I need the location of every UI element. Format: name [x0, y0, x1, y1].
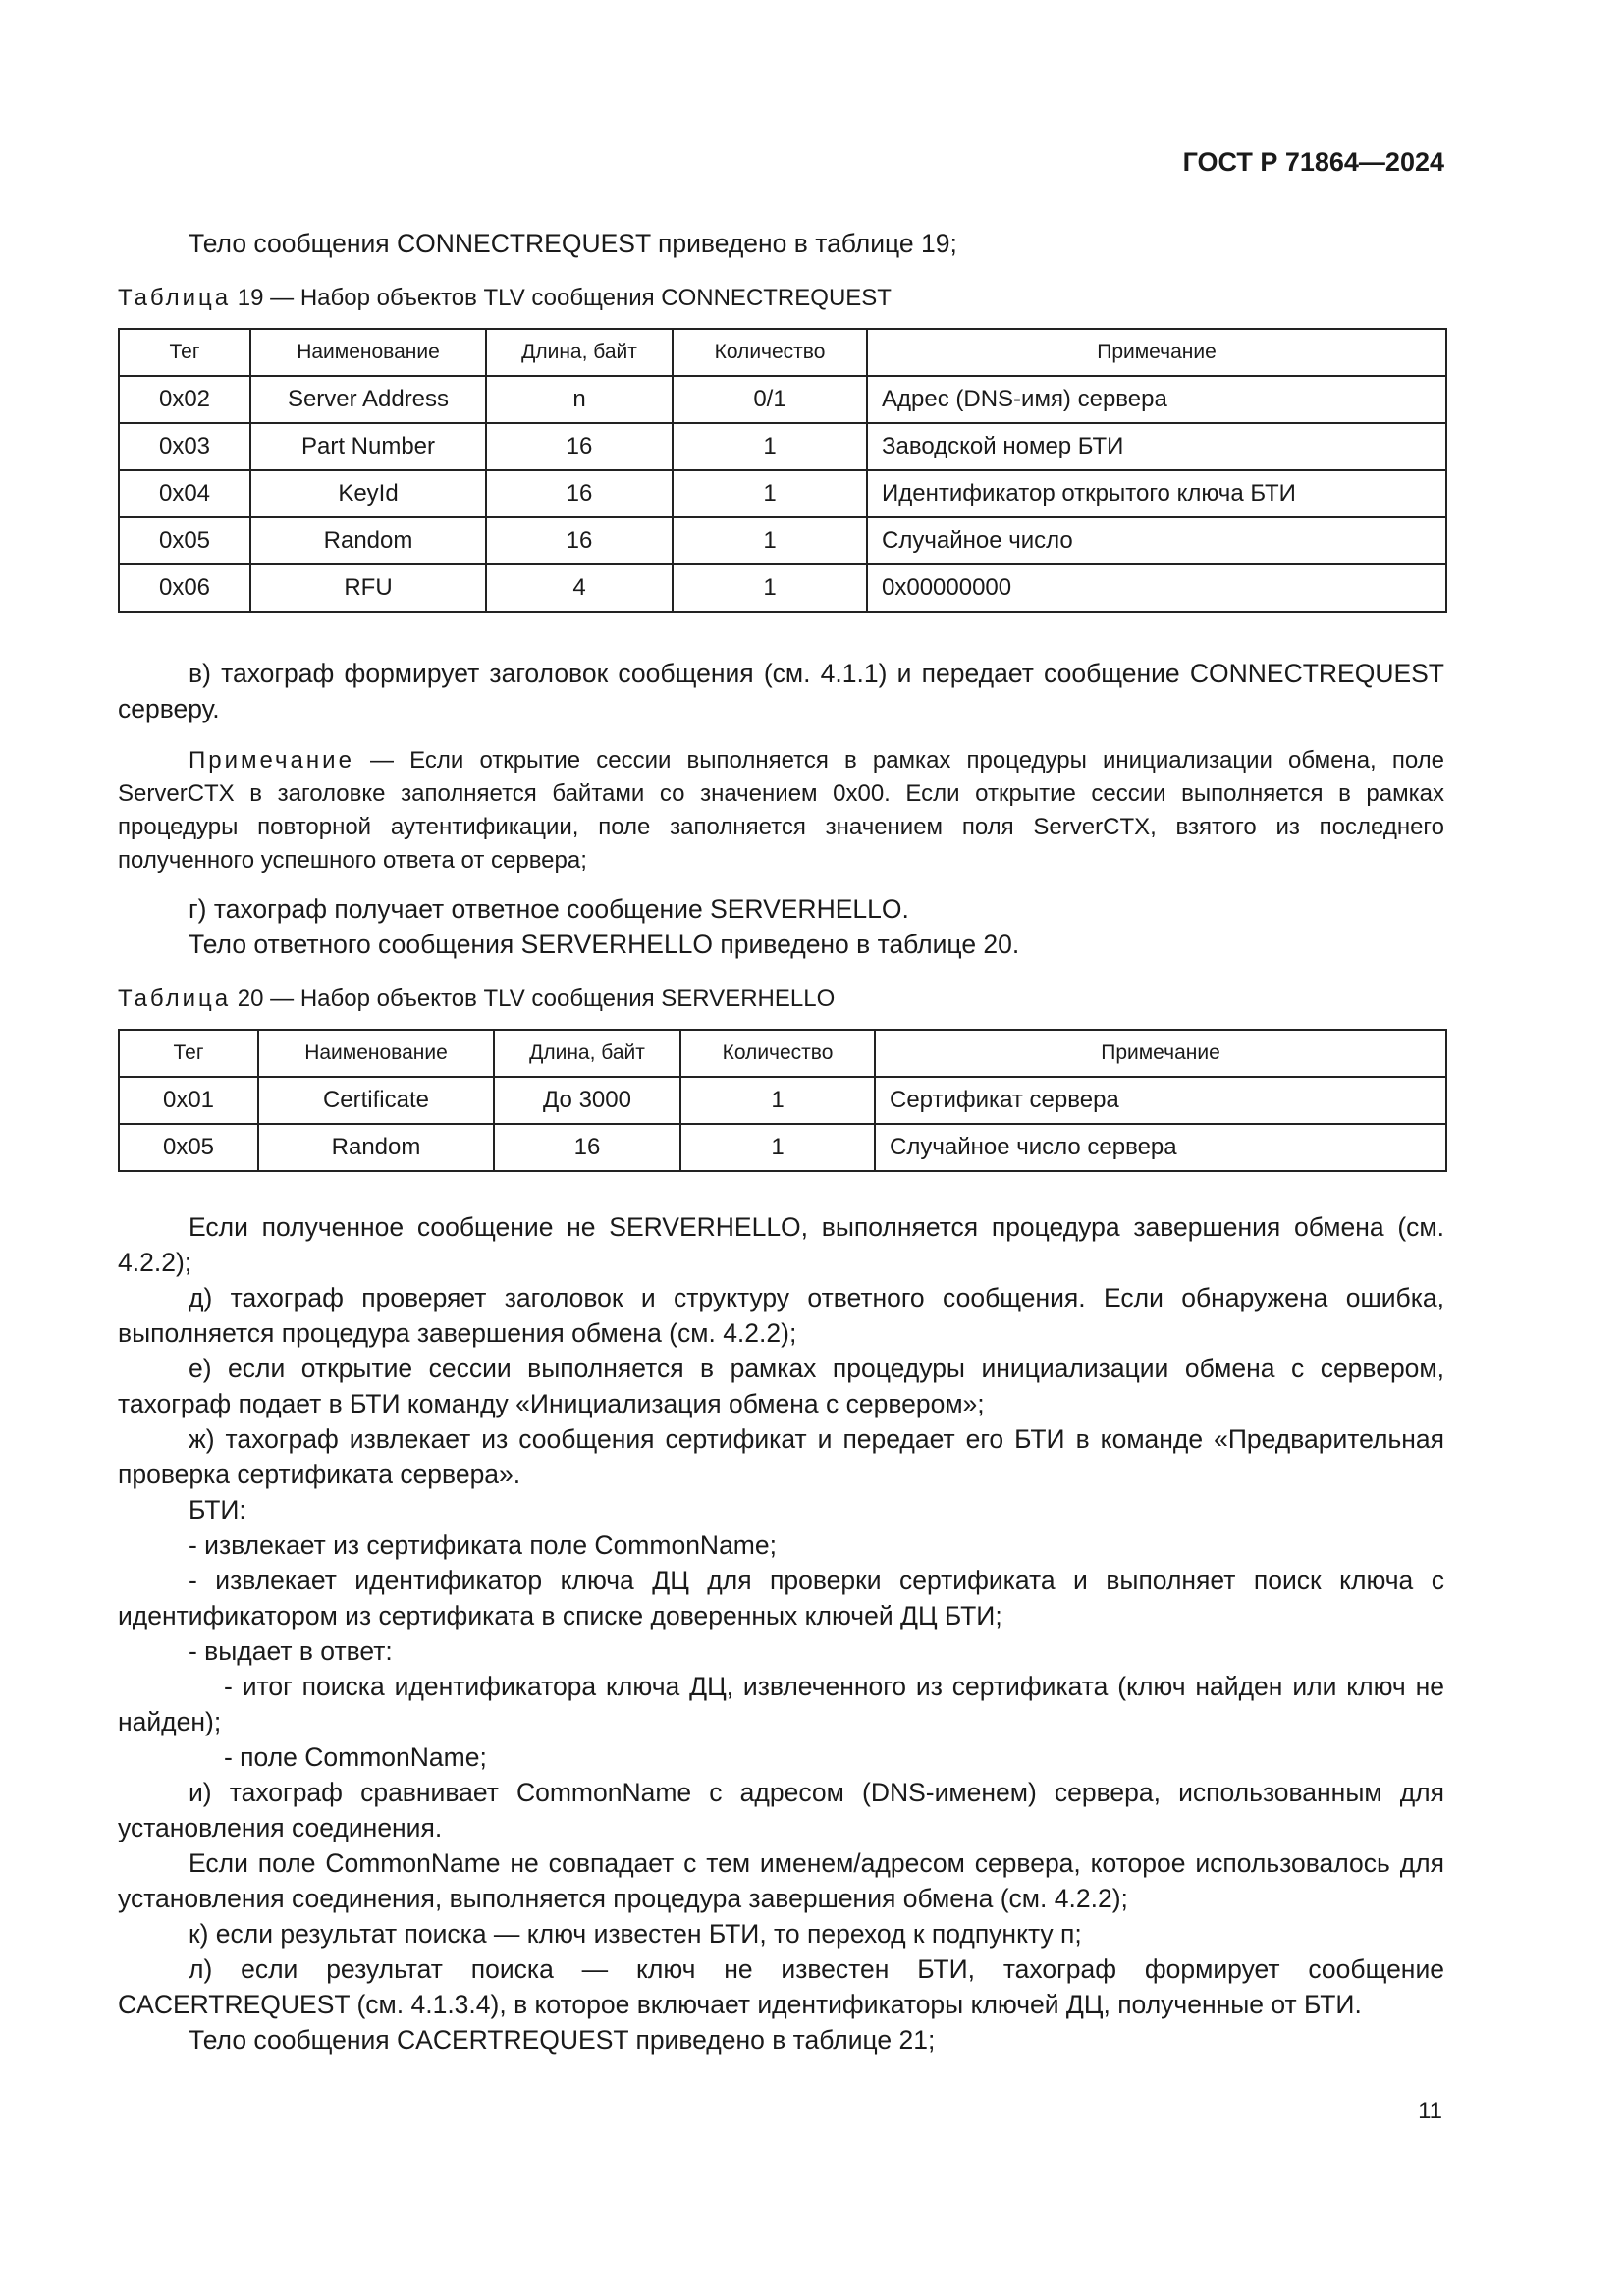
header-length: Длина, байт	[486, 329, 673, 376]
cell-note: Адрес (DNS-имя) сервера	[867, 376, 1446, 423]
paragraph: Если полученное сообщение не SERVERHELLO, выполняется процедура завершения обмена (см. 4.2.2);	[118, 1212, 1444, 1277]
intro-paragraph	[118, 226, 1444, 261]
cell-tag: 0x03	[119, 423, 250, 470]
note-label: Примечание	[189, 747, 354, 774]
table20-caption-word: Таблица	[118, 986, 232, 1012]
cell-name: Certificate	[258, 1077, 494, 1124]
cell-length: 16	[486, 470, 673, 517]
paragraph: Тело сообщения CACERTREQUEST приведено в таблице 21;	[189, 2025, 936, 2055]
table19-caption-word: Таблица	[118, 285, 232, 311]
list-item: - поле CommonName;	[224, 1742, 487, 1772]
cell-name: KeyId	[250, 470, 486, 517]
cell-count: 1	[680, 1124, 875, 1171]
table-row	[119, 564, 1446, 612]
table-20	[118, 1029, 1447, 1172]
cell-length: До 3000	[494, 1077, 680, 1124]
cell-note: Случайное число сервера	[875, 1124, 1446, 1171]
cell-name: Random	[258, 1124, 494, 1171]
table-row	[119, 470, 1446, 517]
para-g2: Тело ответного сообщения SERVERHELLO приведено в таблице 20.	[189, 930, 1020, 959]
header-name: Наименование	[258, 1030, 494, 1077]
paragraph: л) если результат поиска — ключ не известен БТИ, тахограф формирует сообщение CACERTREQUEST (см. 4.1.3.4), в которое включает идентификаторы ключей ДЦ, полученные от БТИ.	[118, 1954, 1444, 2019]
list-item: - выдает в ответ:	[189, 1636, 393, 1666]
table20-caption-text: 20 — Набор объектов TLV сообщения SERVERHELLO	[237, 986, 836, 1012]
cell-note: 0x00000000	[867, 564, 1446, 612]
cell-tag: 0x06	[119, 564, 250, 612]
table-header-row	[119, 329, 1446, 376]
table-row	[119, 423, 1446, 470]
list-item: - итог поиска идентификатора ключа ДЦ, извлеченного из сертификата (ключ найден или ключ не найден);	[118, 1672, 1444, 1736]
paragraph: е) если открытие сессии выполняется в рамках процедуры инициализации обмена с сервером, тахограф подает в БТИ команду «Инициализация обмена с сервером»;	[118, 1354, 1444, 1418]
cell-length: 16	[494, 1124, 680, 1171]
cell-length: 4	[486, 564, 673, 612]
paragraph: БТИ:	[189, 1495, 246, 1524]
para-g-block	[118, 891, 1444, 962]
table-row	[119, 1077, 1446, 1124]
paragraph: к) если результат поиска — ключ известен БТИ, то переход к подпункту п;	[189, 1919, 1082, 1949]
cell-name: Random	[250, 517, 486, 564]
table-row	[119, 1124, 1446, 1171]
cell-count: 1	[673, 470, 867, 517]
cell-name: Server Address	[250, 376, 486, 423]
header-length: Длина, байт	[494, 1030, 680, 1077]
para-v: в) тахограф формирует заголовок сообщения (см. 4.1.1) и передает сообщение CONNECTREQUEST серверу.	[118, 659, 1444, 723]
note-text: — Если открытие сессии выполняется в рамках процедуры инициализации обмена, поле ServerCTX в заголовке заполняется байтами со значением 0x00. Если открытие сессии выполняется в рамках процедуры повторной аутентификации, поле заполняется значением поля ServerCTX, взятого из последнего полученного успешного ответа от сервера;	[118, 747, 1444, 874]
cell-length: 16	[486, 423, 673, 470]
cell-note: Сертификат сервера	[875, 1077, 1446, 1124]
cell-note: Случайное число	[867, 517, 1446, 564]
header-tag: Тег	[119, 329, 250, 376]
cell-length: n	[486, 376, 673, 423]
table20-caption	[118, 986, 835, 1013]
cell-tag: 0x05	[119, 517, 250, 564]
cell-note: Заводской номер БТИ	[867, 423, 1446, 470]
paragraph: д) тахограф проверяет заголовок и структуру ответного сообщения. Если обнаружена ошибка, выполняется процедура завершения обмена (см. 4.2.2);	[118, 1283, 1444, 1348]
table-row	[119, 376, 1446, 423]
note-block	[118, 744, 1444, 878]
body-text	[118, 1209, 1444, 2057]
table-header-row	[119, 1030, 1446, 1077]
paragraph: и) тахограф сравнивает CommonName с адресом (DNS-именем) сервера, использованным для установления соединения.	[118, 1778, 1444, 1842]
cell-tag: 0x01	[119, 1077, 258, 1124]
table19-caption-text: 19 — Набор объектов TLV сообщения CONNECTREQUEST	[237, 285, 892, 311]
header-tag: Тег	[119, 1030, 258, 1077]
table-19	[118, 328, 1447, 613]
header-count: Количество	[680, 1030, 875, 1077]
page-number: 11	[1418, 2098, 1442, 2124]
table-row	[119, 517, 1446, 564]
cell-count: 1	[673, 517, 867, 564]
standard-header: ГОСТ Р 71864—2024	[1182, 147, 1444, 177]
header-note: Примечание	[867, 329, 1446, 376]
table19-caption	[118, 285, 892, 312]
intro-line: Тело сообщения CONNECTREQUEST приведено в таблице 19;	[189, 229, 957, 258]
header-count: Количество	[673, 329, 867, 376]
cell-length: 16	[486, 517, 673, 564]
cell-count: 1	[673, 423, 867, 470]
cell-name: Part Number	[250, 423, 486, 470]
cell-count: 1	[680, 1077, 875, 1124]
cell-count: 0/1	[673, 376, 867, 423]
cell-name: RFU	[250, 564, 486, 612]
para-g: г) тахограф получает ответное сообщение SERVERHELLO.	[189, 894, 909, 924]
para-v-block	[118, 656, 1444, 726]
header-note: Примечание	[875, 1030, 1446, 1077]
cell-tag: 0x05	[119, 1124, 258, 1171]
cell-note: Идентификатор открытого ключа БТИ	[867, 470, 1446, 517]
list-item: - извлекает из сертификата поле CommonName;	[189, 1530, 777, 1560]
paragraph: ж) тахограф извлекает из сообщения сертификат и передает его БТИ в команде «Предварительная проверка сертификата сервера».	[118, 1424, 1444, 1489]
paragraph: Если поле CommonName не совпадает с тем именем/адресом сервера, которое использовалось для установления соединения, выполняется процедура завершения обмена (см. 4.2.2);	[118, 1848, 1444, 1913]
header-name: Наименование	[250, 329, 486, 376]
cell-count: 1	[673, 564, 867, 612]
note-paragraph	[118, 744, 1444, 878]
cell-tag: 0x02	[119, 376, 250, 423]
cell-tag: 0x04	[119, 470, 250, 517]
list-item: - извлекает идентификатор ключа ДЦ для проверки сертификата и выполняет поиск ключа с идентификатором из сертификата в списке доверенных ключей ДЦ БТИ;	[118, 1566, 1444, 1630]
